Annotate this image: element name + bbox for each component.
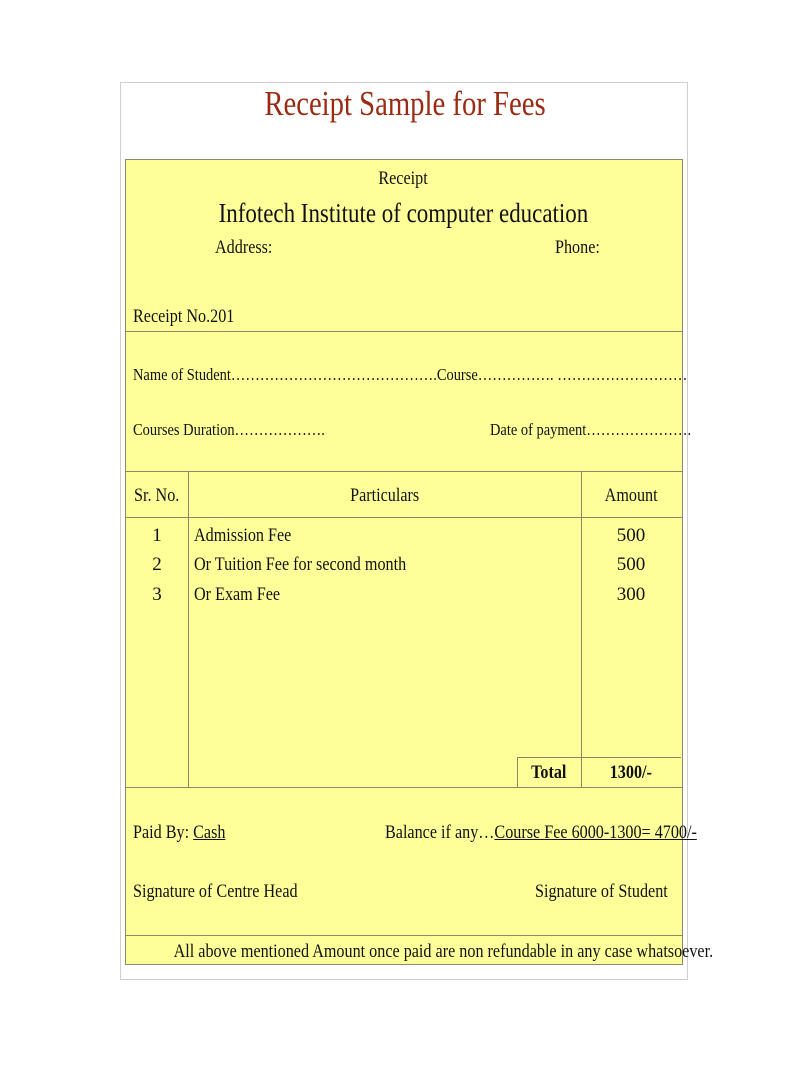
- balance-label: Balance if any…: [385, 822, 495, 843]
- fee-receipt: [125, 159, 714, 965]
- table-row-particular: [194, 585, 295, 604]
- table-row-amount: [581, 555, 681, 574]
- row-amount: 500: [616, 554, 646, 575]
- paid-by-label: Paid By:: [133, 822, 190, 843]
- table-row-particular: [194, 555, 444, 574]
- student-name-line-wrap: [133, 366, 785, 383]
- centre-signature-wrap: [133, 882, 327, 901]
- student-name-line: Name of Student…………………………………….Course……………. ………………………: [133, 365, 688, 384]
- header-amount: Amount: [604, 485, 658, 506]
- header-sr-no-wrap: [126, 486, 188, 505]
- student-signature-label: Signature of Student: [535, 881, 668, 902]
- receipt-label-wrap: [126, 169, 681, 188]
- total-label-wrap: [517, 763, 581, 782]
- header-amount-wrap: [581, 486, 681, 505]
- address-label: Address:: [215, 237, 273, 258]
- table-row: [126, 555, 188, 574]
- centre-head-signature-label: Signature of Centre Head: [133, 881, 298, 902]
- table-row-particular: [194, 526, 309, 545]
- phone-label-wrap: [555, 238, 608, 257]
- receipt-number: Receipt No.201: [133, 306, 235, 327]
- row-amount: 300: [616, 584, 646, 605]
- total-value: 1300/-: [609, 762, 653, 783]
- phone-label: Phone:: [555, 237, 600, 258]
- divider: [126, 331, 682, 332]
- divider: [126, 471, 682, 472]
- table-row-amount: [581, 585, 681, 604]
- column-divider: [581, 471, 582, 787]
- row-sr-no: 2: [152, 554, 162, 575]
- total-label: Total: [531, 762, 567, 783]
- header-sr-no: Sr. No.: [134, 485, 180, 506]
- balance-wrap: [385, 823, 752, 842]
- header-particulars-wrap: [188, 486, 581, 505]
- refund-note: All above mentioned Amount once paid are non refundable in any case whatsoever.: [173, 941, 714, 962]
- course-duration-line: Courses Duration……………….: [133, 420, 325, 439]
- header-particulars: Particulars: [349, 485, 420, 506]
- receipt-label: Receipt: [378, 168, 429, 189]
- payment-date-line: Date of payment………………….: [490, 420, 692, 439]
- paid-by-wrap: [133, 823, 242, 842]
- balance-value: Course Fee 6000-1300= 4700/-: [494, 822, 697, 843]
- total-box-top: [517, 757, 681, 758]
- row-particular: Or Exam Fee: [194, 584, 281, 605]
- table-row: [126, 585, 188, 604]
- column-divider: [188, 471, 189, 787]
- institute-name-wrap: [126, 200, 681, 227]
- receipt-number-wrap: [133, 307, 252, 326]
- address-label-wrap: [215, 238, 283, 257]
- row-sr-no: 3: [152, 584, 162, 605]
- document-title: Receipt Sample for Fees: [264, 84, 546, 123]
- table-row: [126, 526, 188, 545]
- divider: [126, 787, 682, 788]
- total-value-wrap: [581, 763, 681, 782]
- row-amount: 500: [616, 525, 646, 546]
- refund-note-wrap: [126, 941, 714, 962]
- payment-date-line-wrap: [490, 421, 727, 438]
- row-sr-no: 1: [152, 525, 162, 546]
- course-duration-line-wrap: [133, 421, 359, 438]
- row-particular: Admission Fee: [194, 525, 292, 546]
- table-header-divider: [126, 517, 682, 518]
- row-particular: Or Tuition Fee for second month: [194, 554, 407, 575]
- institute-name: Infotech Institute of computer education: [218, 198, 589, 228]
- student-signature-wrap: [535, 882, 691, 901]
- table-row-amount: [581, 526, 681, 545]
- paid-by-value: Cash: [193, 822, 226, 843]
- divider: [126, 935, 682, 936]
